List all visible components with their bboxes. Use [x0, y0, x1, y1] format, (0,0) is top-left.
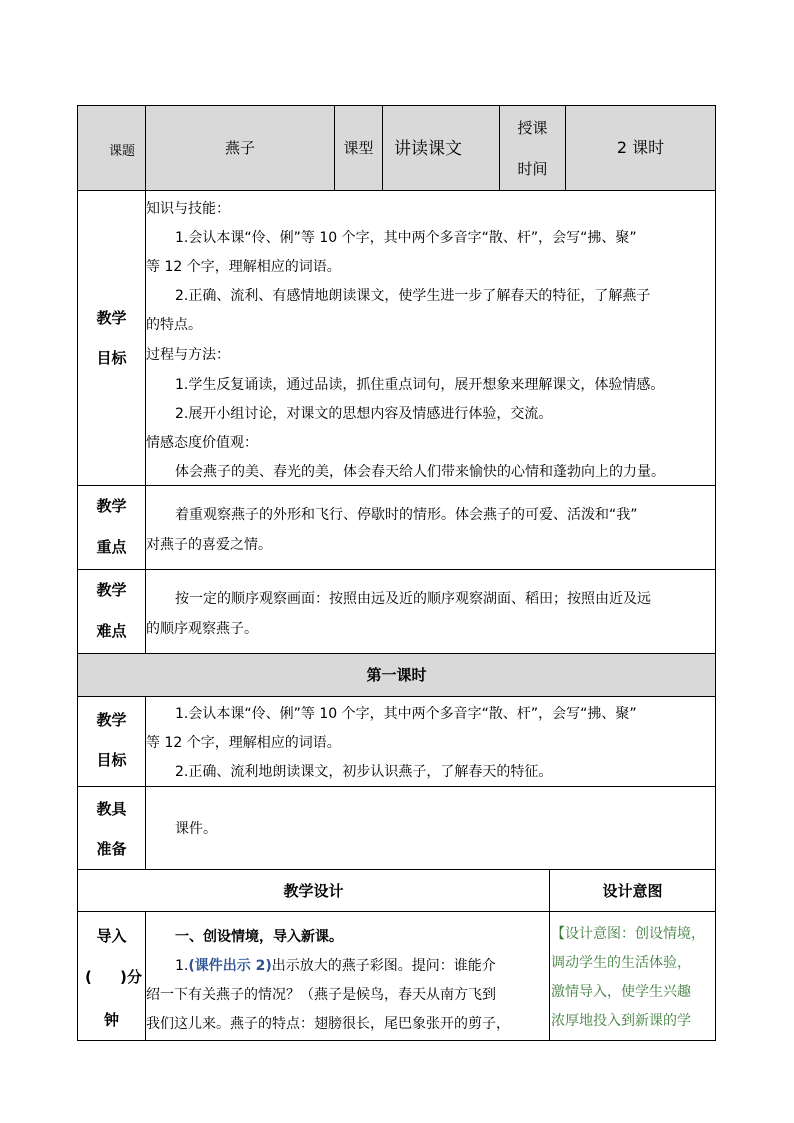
hours-value: 2 课时 — [616, 138, 665, 157]
goals-line: 2.展开小组讨论，对课文的思想内容及情感进行体验，交流。 — [175, 406, 553, 422]
intent-line: 【设计意图：创设情境， — [551, 926, 705, 942]
section-label-intro: 导入 — [96, 927, 127, 945]
design-paragraph-line — [175, 958, 496, 974]
goals-label-1: 教学 — [96, 309, 127, 327]
tools-label-1: 教具 — [96, 800, 127, 818]
difficulties-label-2: 难点 — [96, 622, 127, 640]
goals-line: 1.会认本课“伶、俐”等 10 个字，其中两个多音字“散、杆”，会写“拂、聚” — [175, 230, 637, 246]
key-points-line: 着重观察燕子的外形和飞行、停歇时的情形。体会燕子的可爱、活泼和“我” — [175, 507, 638, 523]
intent-header: 设计意图 — [602, 882, 663, 900]
tools-label-2: 准备 — [96, 840, 127, 858]
courseware-highlight: (课件出示 2) — [188, 958, 272, 974]
design-item-number: 1. — [175, 958, 189, 974]
goals-line: 知识与技能： — [146, 201, 230, 217]
goals-line: 过程与方法： — [146, 347, 230, 363]
difficulties-label-1: 教学 — [96, 581, 127, 599]
goals-line: 1.学生反复诵读，通过品读，抓住重点词句，展开想象来理解课文，体验情感。 — [175, 377, 665, 393]
time-label-2: 时间 — [517, 160, 548, 178]
goals-line: 2.正确、流利、有感情地朗读课文，使学生进一步了解春天的特征，了解燕子 — [175, 288, 651, 304]
goals-line: 的特点。 — [146, 317, 202, 333]
lesson-goals-line: 1.会认本课“伶、俐”等 10 个字，其中两个多音字“散、杆”，会写“拂、聚” — [175, 706, 637, 722]
intent-line: 激情导入，使学生兴趣 — [551, 984, 691, 1000]
intent-line: 调动学生的生活体验， — [551, 955, 691, 971]
time-label-1: 授课 — [517, 119, 548, 137]
difficulties-line: 按一定的顺序观察画面：按照由远及近的顺序观察湖面、稻田；按照由近及远 — [175, 591, 651, 607]
type-value: 讲读课文 — [394, 139, 462, 159]
key-points-line: 对燕子的喜爱之情。 — [146, 537, 272, 553]
section-label-paren-open: ( — [85, 968, 92, 986]
section-label-minute: 分 — [127, 968, 143, 986]
topic-value: 燕子 — [224, 139, 255, 157]
design-header: 教学设计 — [283, 882, 344, 900]
design-paragraph-line: 我们这儿来。燕子的特点：翅膀很长，尾巴象张开的剪子， — [146, 1016, 510, 1032]
goals-line: 体会燕子的美、春光的美，体会春天给人们带来愉快的心情和蓬勃向上的力量。 — [175, 464, 665, 480]
lesson-goals-label-2: 目标 — [96, 751, 127, 769]
first-lesson-title: 第一课时 — [366, 666, 427, 684]
key-points-label-2: 重点 — [96, 538, 127, 556]
section-label-paren-close: ) — [120, 968, 127, 986]
difficulties-line: 的顺序观察燕子。 — [146, 621, 258, 637]
goals-label-2: 目标 — [96, 349, 127, 367]
section-label-clock: 钟 — [103, 1011, 119, 1029]
design-item-text: 出示放大的燕子彩图。提问：谁能介 — [271, 958, 496, 974]
tools-text: 课件。 — [175, 821, 217, 837]
type-label: 课型 — [343, 139, 374, 157]
goals-line: 情感态度价值观： — [146, 435, 258, 451]
design-heading: 一、创设情境，导入新课。 — [175, 929, 343, 945]
lesson-goals-label-1: 教学 — [96, 711, 127, 729]
key-points-label-1: 教学 — [96, 497, 127, 515]
lesson-goals-line: 等 12 个字，理解相应的词语。 — [146, 735, 341, 751]
goals-line: 等 12 个字，理解相应的词语。 — [146, 259, 341, 275]
topic-label: 课题 — [108, 144, 135, 159]
design-paragraph-line: 绍一下有关燕子的情况？（燕子是候鸟，春天从南方飞到 — [146, 987, 496, 1003]
intent-line: 浓厚地投入到新课的学 — [551, 1013, 691, 1029]
lesson-goals-line: 2.正确、流利地朗读课文，初步认识燕子，了解春天的特征。 — [175, 764, 553, 780]
